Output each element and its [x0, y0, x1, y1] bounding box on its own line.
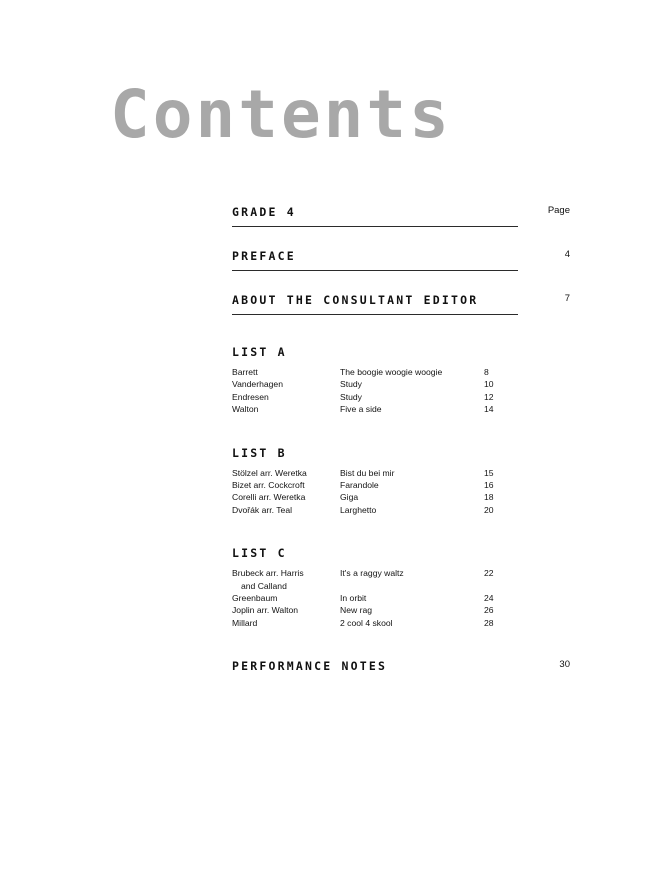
entry-title: Giga [340, 492, 359, 503]
entry-page: 22 [484, 568, 494, 579]
entry-title: Farandole [340, 479, 379, 490]
entry-title: In orbit [340, 592, 367, 603]
section-page: 30 [559, 659, 570, 671]
entry-composer: Stölzel arr. Weretka [232, 467, 307, 478]
entry-page: 14 [484, 404, 494, 415]
toc-list-c [232, 546, 532, 629]
list-heading: LIST C [232, 546, 287, 561]
entry-composer-line1: Brubeck arr. Harris [232, 568, 304, 579]
toc-entry[interactable] [232, 617, 532, 629]
section-row [232, 205, 570, 219]
table-of-contents [232, 205, 570, 674]
divider [232, 226, 518, 227]
toc-section-about-consultant-editor[interactable] [232, 293, 570, 315]
entry-title: Bist du bei mir [340, 467, 395, 478]
entry-title: New rag [340, 605, 372, 616]
list-heading: LIST B [232, 445, 287, 460]
entry-page: 15 [484, 467, 494, 478]
toc-section-grade [232, 205, 570, 227]
entry-page: 10 [484, 379, 494, 390]
entry-composer: Vanderhagen [232, 379, 283, 390]
entry-composer: Joplin arr. Walton [232, 605, 299, 616]
entry-composer: Endresen [232, 391, 269, 402]
section-page: 4 [564, 249, 570, 260]
toc-entry[interactable] [232, 378, 532, 390]
divider [232, 314, 518, 315]
entry-page: 24 [484, 592, 494, 603]
entry-title: 2 cool 4 skool [340, 617, 393, 628]
section-row [232, 293, 570, 307]
section-page: Page [547, 205, 570, 216]
section-label: GRADE 4 [232, 205, 296, 219]
entry-page: 16 [484, 479, 494, 490]
divider [232, 270, 518, 271]
entry-page: 26 [484, 605, 494, 616]
toc-entry[interactable] [232, 567, 532, 592]
section-row [232, 659, 570, 674]
entry-title: The boogie woogie woogie [340, 367, 443, 377]
entry-composer: Bizet arr. Cockcroft [232, 479, 305, 490]
section-page: 7 [564, 293, 570, 304]
toc-entry[interactable] [232, 479, 532, 491]
toc-entry[interactable] [232, 504, 532, 516]
section-label: PERFORMANCE NOTES [232, 659, 388, 674]
entry-composer: Corelli arr. Weretka [232, 492, 306, 503]
entry-page: 8 [484, 367, 489, 377]
page-title: Contents [110, 76, 452, 153]
toc-entry[interactable] [232, 467, 532, 479]
section-row [232, 249, 570, 263]
entry-composer-line2: and Calland [241, 580, 287, 591]
entry-title: Study [340, 379, 362, 390]
toc-entry[interactable] [232, 604, 532, 616]
entry-page: 12 [484, 391, 494, 402]
entry-page: 18 [484, 492, 494, 503]
entry-title: It's a raggy waltz [340, 568, 404, 579]
entry-title: Study [340, 391, 362, 402]
entry-title: Five a side [340, 404, 382, 415]
entry-composer: Millard [232, 617, 258, 628]
section-label: PREFACE [232, 249, 296, 263]
toc-list-a [232, 345, 532, 416]
entry-composer [232, 567, 340, 592]
toc-entry[interactable] [232, 403, 532, 415]
entry-composer: Dvořák arr. Teal [232, 504, 293, 515]
toc-entry[interactable] [232, 366, 532, 378]
toc-entry[interactable] [232, 592, 532, 604]
toc-entry[interactable] [232, 391, 532, 403]
entry-title: Larghetto [340, 504, 377, 515]
section-label: ABOUT THE CONSULTANT EDITOR [232, 293, 479, 307]
toc-section-performance-notes[interactable] [232, 659, 570, 674]
entry-page: 20 [484, 504, 494, 515]
entry-composer: Barrett [232, 367, 258, 377]
entry-composer: Walton [232, 404, 259, 415]
toc-list-b [232, 446, 532, 517]
list-heading: LIST A [232, 345, 287, 359]
toc-entry[interactable] [232, 491, 532, 503]
toc-section-preface[interactable] [232, 249, 570, 271]
entry-page: 28 [484, 617, 494, 628]
entry-composer: Greenbaum [232, 592, 278, 603]
